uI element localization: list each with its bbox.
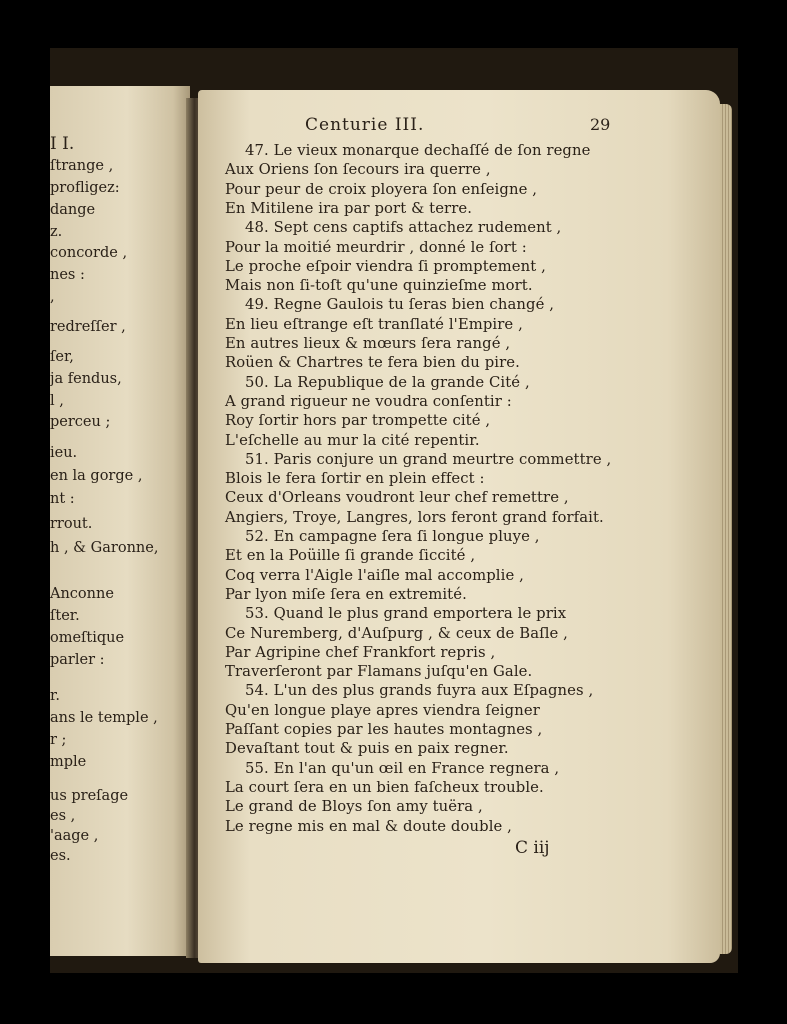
left-page-line: ſtrange ,	[50, 158, 114, 174]
left-page-line: redreſſer ,	[50, 319, 126, 335]
verse-line: 47. Le vieux monarque dechaſſé de ſon regne	[245, 142, 591, 159]
left-page-line: ſter.	[50, 608, 80, 624]
verse-line: La court ſera en un bien faſcheux trouble.	[225, 778, 544, 796]
left-page-line: I I.	[50, 134, 75, 154]
verse-line: Mais non ſi-toſt qu'une quinzieſme mort.	[225, 277, 533, 295]
left-page-line: l ,	[50, 393, 64, 409]
verse-line: Par lyon miſe ſera en extremité.	[225, 585, 467, 603]
verse-line: 53. Quand le plus grand emportera le prix	[245, 605, 567, 623]
left-page-line: parler :	[50, 652, 105, 668]
verse-line: En Mitilene ira par port & terre.	[225, 199, 473, 217]
verse-line: Roy ſortir hors par trompette cité ,	[225, 412, 491, 430]
verse-line: Paſſant copies par les hautes montagnes ,	[225, 721, 543, 738]
verse-line: 51. Paris conjure un grand meurtre commettre ,	[245, 450, 612, 468]
left-page-line: ja fendus,	[50, 371, 122, 387]
left-page-line: ieu.	[50, 445, 78, 461]
verse-line: Le grand de Bloys ſon amy tuëra ,	[225, 798, 483, 816]
verse-line: Qu'en longue playe apres viendra ſeigner	[225, 701, 540, 719]
verse-line: 50. La Republique de la grande Cité ,	[245, 373, 530, 391]
verse-line: Ceux d'Orleans voudront leur chef remettre ,	[225, 489, 569, 507]
verse-line: 54. L'un des plus grands fuyra aux Eſpagnes ,	[245, 682, 594, 700]
verse-line: Coq verra l'Aigle l'aiſle mal accomplie ,	[225, 566, 524, 584]
left-page-line: ans le temple ,	[50, 710, 158, 726]
left-page-line: en la gorge ,	[50, 468, 143, 484]
verse-line: 48. Sept cens captifs attachez rudement ,	[245, 219, 562, 237]
verse-line: Angiers, Troye, Langres, lors feront grand forfait.	[225, 508, 604, 526]
verse-line: 52. En campagne ſera ſi longue pluye ,	[245, 528, 540, 545]
left-page-line: nes :	[50, 267, 85, 283]
left-page-line: Anconne	[50, 586, 114, 602]
verse-line: A grand rigueur ne voudra conſentir :	[225, 392, 512, 410]
left-page-line: ſer,	[50, 349, 74, 365]
left-page-line: perceu ;	[50, 414, 111, 430]
verse-line: Le proche eſpoir viendra ſi promptement ,	[225, 257, 546, 275]
left-page-line: concorde ,	[50, 245, 128, 261]
left-page-line: profligez:	[50, 180, 120, 196]
left-page-line: r.	[50, 688, 60, 704]
page-number: 29	[590, 115, 611, 134]
verse-line: Aux Oriens ſon ſecours ira querre ,	[225, 161, 491, 179]
signature-mark: C iij	[515, 838, 550, 858]
left-page-line: es ,	[50, 808, 76, 824]
verse-line: 49. Regne Gaulois tu ſeras bien changé ,	[245, 296, 555, 314]
left-page-line: ,	[50, 289, 55, 305]
left-page-line: nt :	[50, 491, 75, 507]
verse-line: En autres lieux & mœurs ſera rangé ,	[225, 335, 511, 352]
left-page-line: h , & Garonne,	[50, 540, 159, 556]
verse-line: Pour peur de croix ployera ſon enſeigne ,	[225, 180, 538, 198]
verse-line: Et en la Poüille ſi grande ſiccité ,	[225, 547, 476, 565]
left-page-line: z.	[50, 224, 63, 240]
left-page-line: 'aage ,	[50, 828, 99, 844]
book-photo	[50, 48, 738, 973]
verse-line: Le regne mis en mal & doute double ,	[225, 817, 512, 835]
left-page-line: r ;	[50, 732, 67, 748]
verse-line: Pour la moitié meurdrir , donné le ſort :	[225, 238, 527, 256]
left-page-line: mple	[50, 754, 87, 770]
left-page-line: dange	[50, 202, 96, 218]
running-head: Centurie III.	[305, 115, 425, 135]
verse-line: L'eſchelle au mur la cité repentir.	[225, 431, 480, 449]
left-page-line: us preſage	[50, 788, 129, 804]
left-page-line: omeſtique	[50, 630, 125, 646]
verse-line: Roüen & Chartres te fera bien du pire.	[225, 354, 520, 372]
verse-line: Par Agripine chef Frankfort repris ,	[225, 643, 496, 661]
verse-line: Devaſtant tout & puis en paix regner.	[225, 740, 509, 758]
verse-line: Traverſeront par Flamans juſqu'en Gale.	[225, 663, 533, 681]
left-page-line: es.	[50, 848, 71, 864]
verse-line: 55. En l'an qu'un œil en France regnera ,	[245, 759, 560, 777]
verse-line: En lieu eſtrange eſt tranſlaté l'Empire ,	[225, 315, 523, 333]
verse-line: Blois le fera ſortir en plein effect :	[225, 470, 485, 488]
left-page-line: rrout.	[50, 516, 93, 532]
verse-line: Ce Nuremberg, d'Auſpurg , & ceux de Baſle ,	[225, 624, 568, 642]
